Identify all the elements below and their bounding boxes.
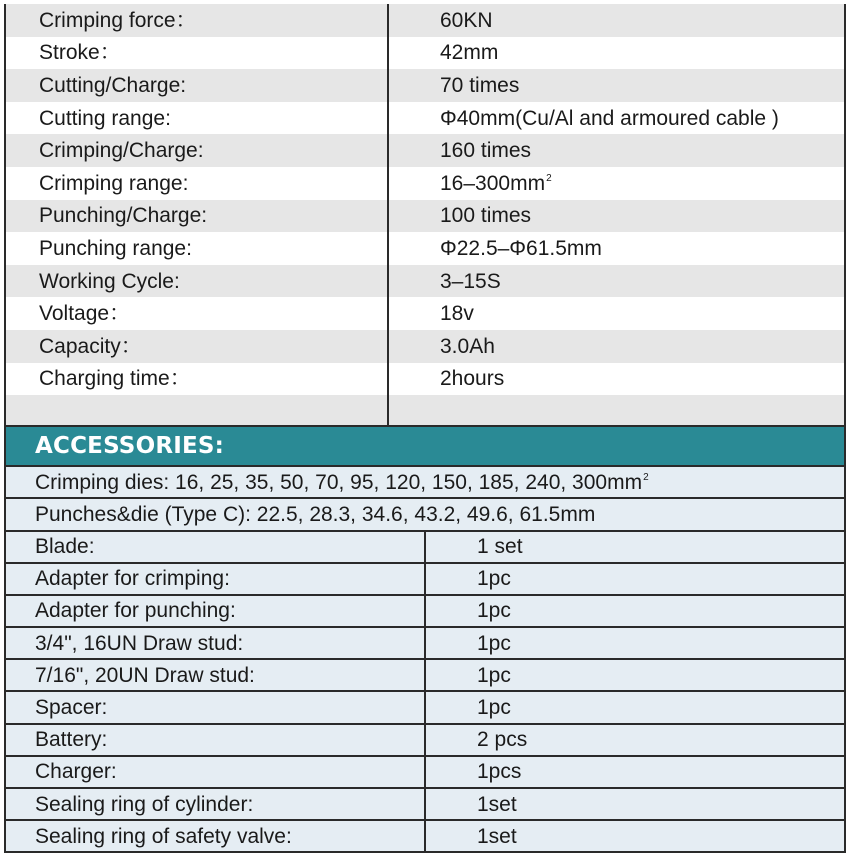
superscript-unit: 2 <box>546 172 552 184</box>
accessory-value: 1set <box>425 788 844 820</box>
accessory-row-punches <box>6 498 844 530</box>
accessory-label: 7/16", 20UN Draw stud: <box>6 659 425 691</box>
spec-sheet <box>4 4 846 853</box>
accessory-row <box>6 724 844 756</box>
spec-label: Crimping/Charge: <box>6 134 388 167</box>
spec-value: 160 times <box>388 134 844 167</box>
accessory-value: 1pc <box>425 595 844 627</box>
spec-value: Φ22.5–Φ61.5mm <box>388 232 844 265</box>
spec-label: Cutting range: <box>6 102 388 135</box>
accessory-label: Sealing ring of safety valve: <box>6 820 425 851</box>
punches-text: Punches&die (Type C): 22.5, 28.3, 34.6, 43.2, 49.6, 61.5mm <box>6 498 844 530</box>
spec-label: Crimping range: <box>6 167 388 200</box>
accessory-row <box>6 756 844 788</box>
spec-label: Cutting/Charge: <box>6 69 388 102</box>
accessory-row <box>6 659 844 691</box>
spec-value: 70 times <box>388 69 844 102</box>
accessory-full-text <box>6 467 844 498</box>
accessory-row-crimping-dies <box>6 467 844 498</box>
spec-value: 60KN <box>388 4 844 37</box>
spec-label: Stroke： <box>6 37 388 70</box>
spec-label: Crimping force： <box>6 4 388 37</box>
accessory-label: Battery: <box>6 724 425 756</box>
accessory-label: Sealing ring of cylinder: <box>6 788 425 820</box>
spec-row-cutting-charge <box>6 69 844 102</box>
accessory-row <box>6 820 844 851</box>
accessory-row <box>6 627 844 659</box>
specifications-table <box>6 4 844 425</box>
spec-row-empty <box>6 395 844 425</box>
accessory-label: Charger: <box>6 756 425 788</box>
superscript-unit: 2 <box>643 471 649 483</box>
accessory-row <box>6 531 844 563</box>
crimping-dies-text: Crimping dies: 16, 25, 35, 50, 70, 95, 120, 150, 185, 240, 300mm <box>35 470 643 494</box>
spec-label: Punching/Charge: <box>6 200 388 233</box>
spec-row-working-cycle <box>6 265 844 298</box>
spec-value: 100 times <box>388 200 844 233</box>
spec-row-charging-time <box>6 363 844 396</box>
spec-row-crimping-range <box>6 167 844 200</box>
spec-label: Voltage： <box>6 297 388 330</box>
accessory-value: 1pc <box>425 659 844 691</box>
spec-value: 18v <box>388 297 844 330</box>
spec-label: Capacity： <box>6 330 388 363</box>
accessory-value: 1pc <box>425 627 844 659</box>
accessory-value: 1pc <box>425 691 844 723</box>
spec-value <box>388 167 844 200</box>
spec-row-crimping-force <box>6 4 844 37</box>
accessory-row <box>6 691 844 723</box>
accessory-label: 3/4", 16UN Draw stud: <box>6 627 425 659</box>
spec-row-punching-charge <box>6 200 844 233</box>
accessories-table <box>6 467 844 851</box>
spec-value-text: 16–300mm <box>440 171 546 195</box>
accessory-value: 1pc <box>425 563 844 595</box>
spec-row-cutting-range <box>6 102 844 135</box>
spec-label: Punching range: <box>6 232 388 265</box>
accessory-label: Adapter for punching: <box>6 595 425 627</box>
accessory-row <box>6 788 844 820</box>
accessory-value: 2 pcs <box>425 724 844 756</box>
spec-value: 3–15S <box>388 265 844 298</box>
accessory-value: 1pcs <box>425 756 844 788</box>
accessory-value: 1 set <box>425 531 844 563</box>
spec-row-crimping-charge <box>6 134 844 167</box>
accessory-label: Adapter for crimping: <box>6 563 425 595</box>
spec-label: Working Cycle: <box>6 265 388 298</box>
accessory-label: Spacer: <box>6 691 425 723</box>
spec-row-stroke <box>6 37 844 70</box>
spec-label: Charging time： <box>6 363 388 396</box>
spec-row-voltage <box>6 297 844 330</box>
accessory-label: Blade: <box>6 531 425 563</box>
empty-cell <box>6 395 388 425</box>
spec-row-punching-range <box>6 232 844 265</box>
spec-value: 2hours <box>388 363 844 396</box>
empty-cell <box>388 395 844 425</box>
accessory-row <box>6 563 844 595</box>
spec-value: 3.0Ah <box>388 330 844 363</box>
spec-value: Φ40mm(Cu/Al and armoured cable ) <box>388 102 844 135</box>
spec-row-capacity <box>6 330 844 363</box>
accessory-row <box>6 595 844 627</box>
accessory-value: 1set <box>425 820 844 851</box>
spec-value: 42mm <box>388 37 844 70</box>
accessories-heading: ACCESSORIES: <box>6 425 844 467</box>
